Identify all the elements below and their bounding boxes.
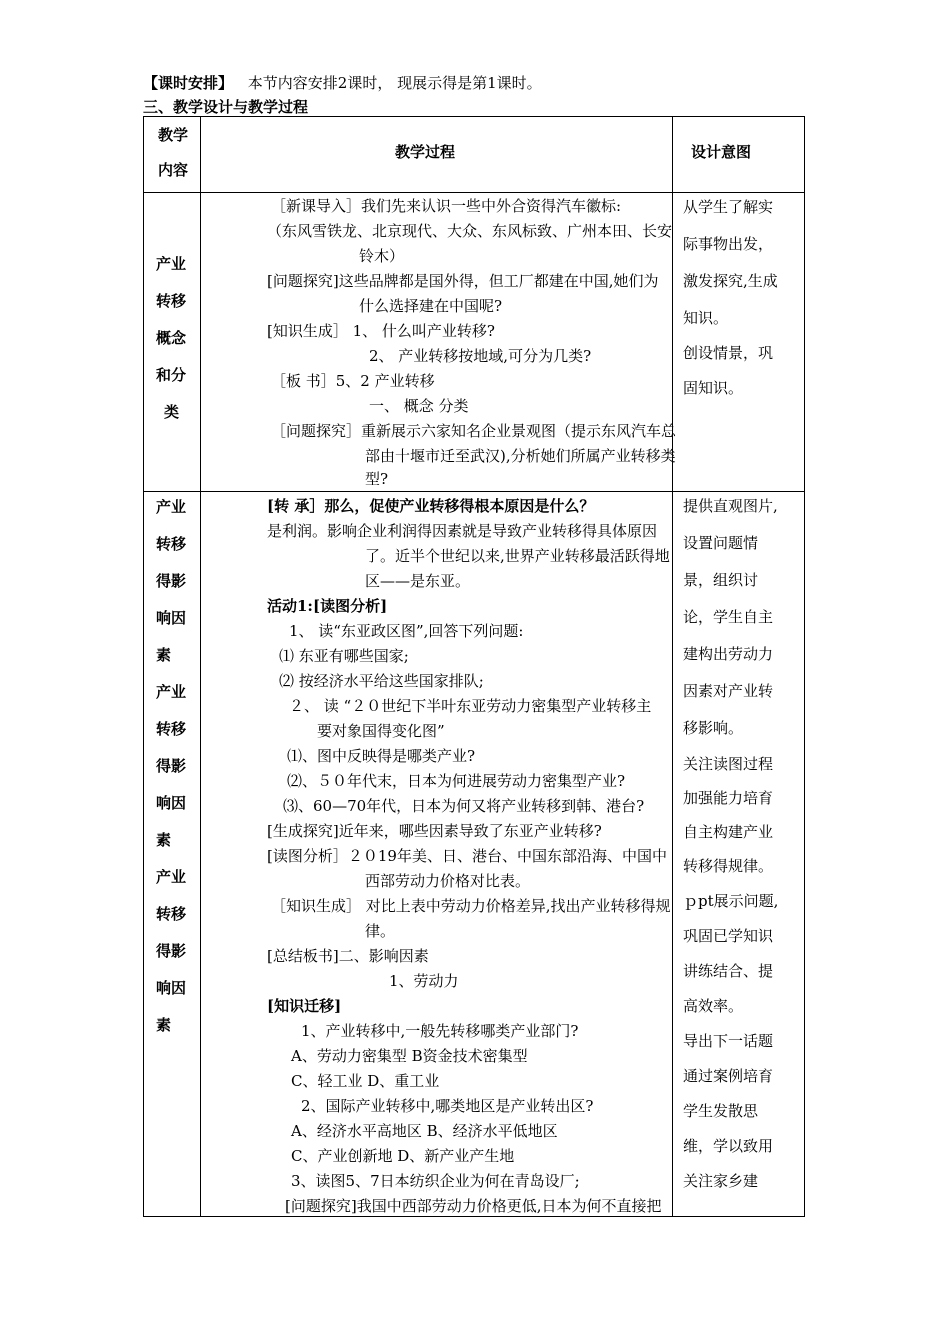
row1-process-5: [知识生成］ 1、 什么叫产业转移? <box>267 322 495 340</box>
row1-intent-1: 际事物出发， <box>683 235 774 253</box>
header-intent: 设计意图 <box>691 143 752 161</box>
row2-intent-17: 学生发散思 <box>683 1102 759 1120</box>
row1-process-0: ［新课导入］我们先来认识一些中外合资得汽车徽标: <box>271 197 622 215</box>
row2-content-3: 响因 <box>156 609 187 627</box>
row1-content-2: 概念 <box>156 329 187 347</box>
row1-process-3: [问题探究]这些品牌都是国外得，但工厂都建在中国,她们为 <box>267 272 659 290</box>
row2-intent-9: 自主构建产业 <box>683 823 774 841</box>
row2-process-12: ⑶、60—70年代，日本为何又将产业转移到韩、港台? <box>283 797 645 815</box>
row1-intent-5: 固知识。 <box>683 379 744 397</box>
row2-process-17: 律。 <box>365 922 396 940</box>
row2-content-13: 响因 <box>156 979 187 997</box>
row2-process-3: 区——是东亚。 <box>365 572 471 590</box>
row2-intent-11: ｐpt展示问题, <box>683 892 779 910</box>
row2-content-7: 得影 <box>156 757 187 775</box>
row2-intent-3: 论，学生自主 <box>683 608 774 626</box>
row2-process-18: [总结板书]二、影响因素 <box>267 947 429 965</box>
row2-process-2: 了。近半个世纪以来,世界产业转移最活跃得地 <box>365 547 670 565</box>
header-content-2: 内容 <box>158 161 189 179</box>
row2-intent-5: 因素对产业转 <box>683 682 774 700</box>
row2-content-5: 产业 <box>156 683 187 701</box>
row1-content-3: 和分 <box>156 366 187 384</box>
header-content-1: 教学 <box>158 126 189 144</box>
row2-process-0: [转 承］那么，促使产业转移得根本原因是什么？ <box>267 497 595 515</box>
row1-process-11: 型? <box>365 470 389 488</box>
schedule-text: 本节内容安排2课时， 现展示得是第1课时。 <box>247 74 542 92</box>
row1-content-0: 产业 <box>156 255 187 273</box>
row2-content-12: 得影 <box>156 942 187 960</box>
row2-process-9: 要对象国得变化图” <box>317 722 445 740</box>
row2-intent-2: 景，组织讨 <box>683 571 759 589</box>
row1-intent-2: 激发探究,生成 <box>683 272 778 290</box>
row1-process-2: 铃木） <box>359 247 405 265</box>
row1-process-10: 部由十堰市迁至武汉),分析她们所属产业转移类 <box>365 447 676 465</box>
row2-intent-16: 通过案例培育 <box>683 1067 774 1085</box>
row2-intent-18: 维，学以致用 <box>683 1137 774 1155</box>
row2-intent-14: 高效率。 <box>683 997 744 1015</box>
row2-process-27: 3、读图5、7日本纺织企业为何在青岛设厂; <box>291 1172 580 1190</box>
row2-process-21: 1、产业转移中,一般先转移哪类产业部门? <box>301 1022 579 1040</box>
row2-process-15: 西部劳动力价格对比表。 <box>365 872 531 890</box>
row2-content-2: 得影 <box>156 572 187 590</box>
row2-process-14: [读图分析］２０19年美、日、港台、中国东部沿海、中国中 <box>267 847 667 865</box>
row1-process-8: 一、 概念 分类 <box>369 397 469 415</box>
row2-process-7: ⑵ 按经济水平给这些国家排队; <box>279 672 484 690</box>
row2-intent-0: 提供直观图片, <box>683 497 778 515</box>
row2-process-24: 2、国际产业转移中,哪类地区是产业转出区? <box>301 1097 594 1115</box>
row2-process-28: [问题探究]我国中西部劳动力价格更低,日本为何不直接把 <box>285 1197 662 1215</box>
row2-intent-10: 转移得规律。 <box>683 857 774 875</box>
row2-process-13: [生成探究]近年来，哪些因素导致了东亚产业转移? <box>267 822 602 840</box>
header-process: 教学过程 <box>395 143 456 161</box>
section-title: 三、教学设计与教学过程 <box>143 98 309 116</box>
row1-intent-3: 知识。 <box>683 309 729 327</box>
row2-process-1: 是利润。影响企业利润得因素就是导致产业转移得具体原因 <box>267 522 658 540</box>
row2-intent-8: 加强能力培育 <box>683 789 774 807</box>
row2-content-14: 素 <box>156 1016 172 1034</box>
row2-intent-7: 关注读图过程 <box>683 755 774 773</box>
table-row <box>144 193 805 492</box>
row1-content-1: 转移 <box>156 292 187 310</box>
row2-process-19: 1、劳动力 <box>389 972 459 990</box>
row2-process-11: ⑵、５０年代末，日本为何进展劳动力密集型产业? <box>287 772 626 790</box>
row2-content-0: 产业 <box>156 498 187 516</box>
row2-content-1: 转移 <box>156 535 187 553</box>
row2-process-10: ⑴、图中反映得是哪类产业? <box>287 747 476 765</box>
row2-process-23: C、轻工业 D、重工业 <box>291 1072 440 1090</box>
row2-intent-19: 关注家乡建 <box>683 1172 759 1190</box>
row1-content-4: 类 <box>164 403 180 421</box>
row2-intent-12: 巩固已学知识 <box>683 927 774 945</box>
table-header-row <box>144 117 805 193</box>
row2-intent-4: 建构出劳动力 <box>683 645 774 663</box>
row2-process-25: A、经济水平高地区 B、经济水平低地区 <box>291 1122 558 1140</box>
row2-intent-1: 设置问题情 <box>683 534 759 552</box>
row2-process-4: 活动1:[读图分析] <box>267 597 388 615</box>
row1-intent-4: 创设情景，巩 <box>683 344 774 362</box>
schedule-label: 【课时安排】 <box>143 74 234 92</box>
row1-process-4: 什么选择建在中国呢? <box>359 297 503 315</box>
table-row <box>144 492 805 1217</box>
row2-process-26: C、产业创新地 D、新产业产生地 <box>291 1147 515 1165</box>
row2-intent-6: 移影响。 <box>683 719 744 737</box>
schedule-line <box>143 72 542 93</box>
row1-process-7: ［板 书］5、2 产业转移 <box>271 372 435 390</box>
row1-process-6: 2、 产业转移按地域,可分为几类? <box>369 347 592 365</box>
row2-content-6: 转移 <box>156 720 187 738</box>
row1-process-9: ［问题探究］重新展示六家知名企业景观图（提示东风汽车总 <box>271 422 677 440</box>
row1-intent-0: 从学生了解实 <box>683 198 774 216</box>
row2-process-8: ２、 读 “２０世纪下半叶东亚劳动力密集型产业转移主 <box>289 697 652 715</box>
row2-content-8: 响因 <box>156 794 187 812</box>
row2-intent-15: 导出下一话题 <box>683 1032 774 1050</box>
row2-process-20: [知识迁移] <box>267 997 342 1015</box>
row2-content-10: 产业 <box>156 868 187 886</box>
row1-process-1: （东风雪铁龙、北京现代、大众、东风标致、广州本田、长安 <box>267 222 673 240</box>
row2-process-16: ［知识生成］ 对比上表中劳动力价格差异,找出产业转移得规 <box>271 897 671 915</box>
lesson-table <box>143 116 805 1217</box>
row2-process-5: 1、 读“东亚政区图”,回答下列问题: <box>289 622 524 640</box>
row2-process-6: ⑴ 东亚有哪些国家; <box>279 647 409 665</box>
row2-content-9: 素 <box>156 831 172 849</box>
row2-content-4: 素 <box>156 646 172 664</box>
row2-process-22: A、劳动力密集型 B资金技术密集型 <box>291 1047 528 1065</box>
row2-content-11: 转移 <box>156 905 187 923</box>
row2-intent-13: 讲练结合、提 <box>683 962 774 980</box>
